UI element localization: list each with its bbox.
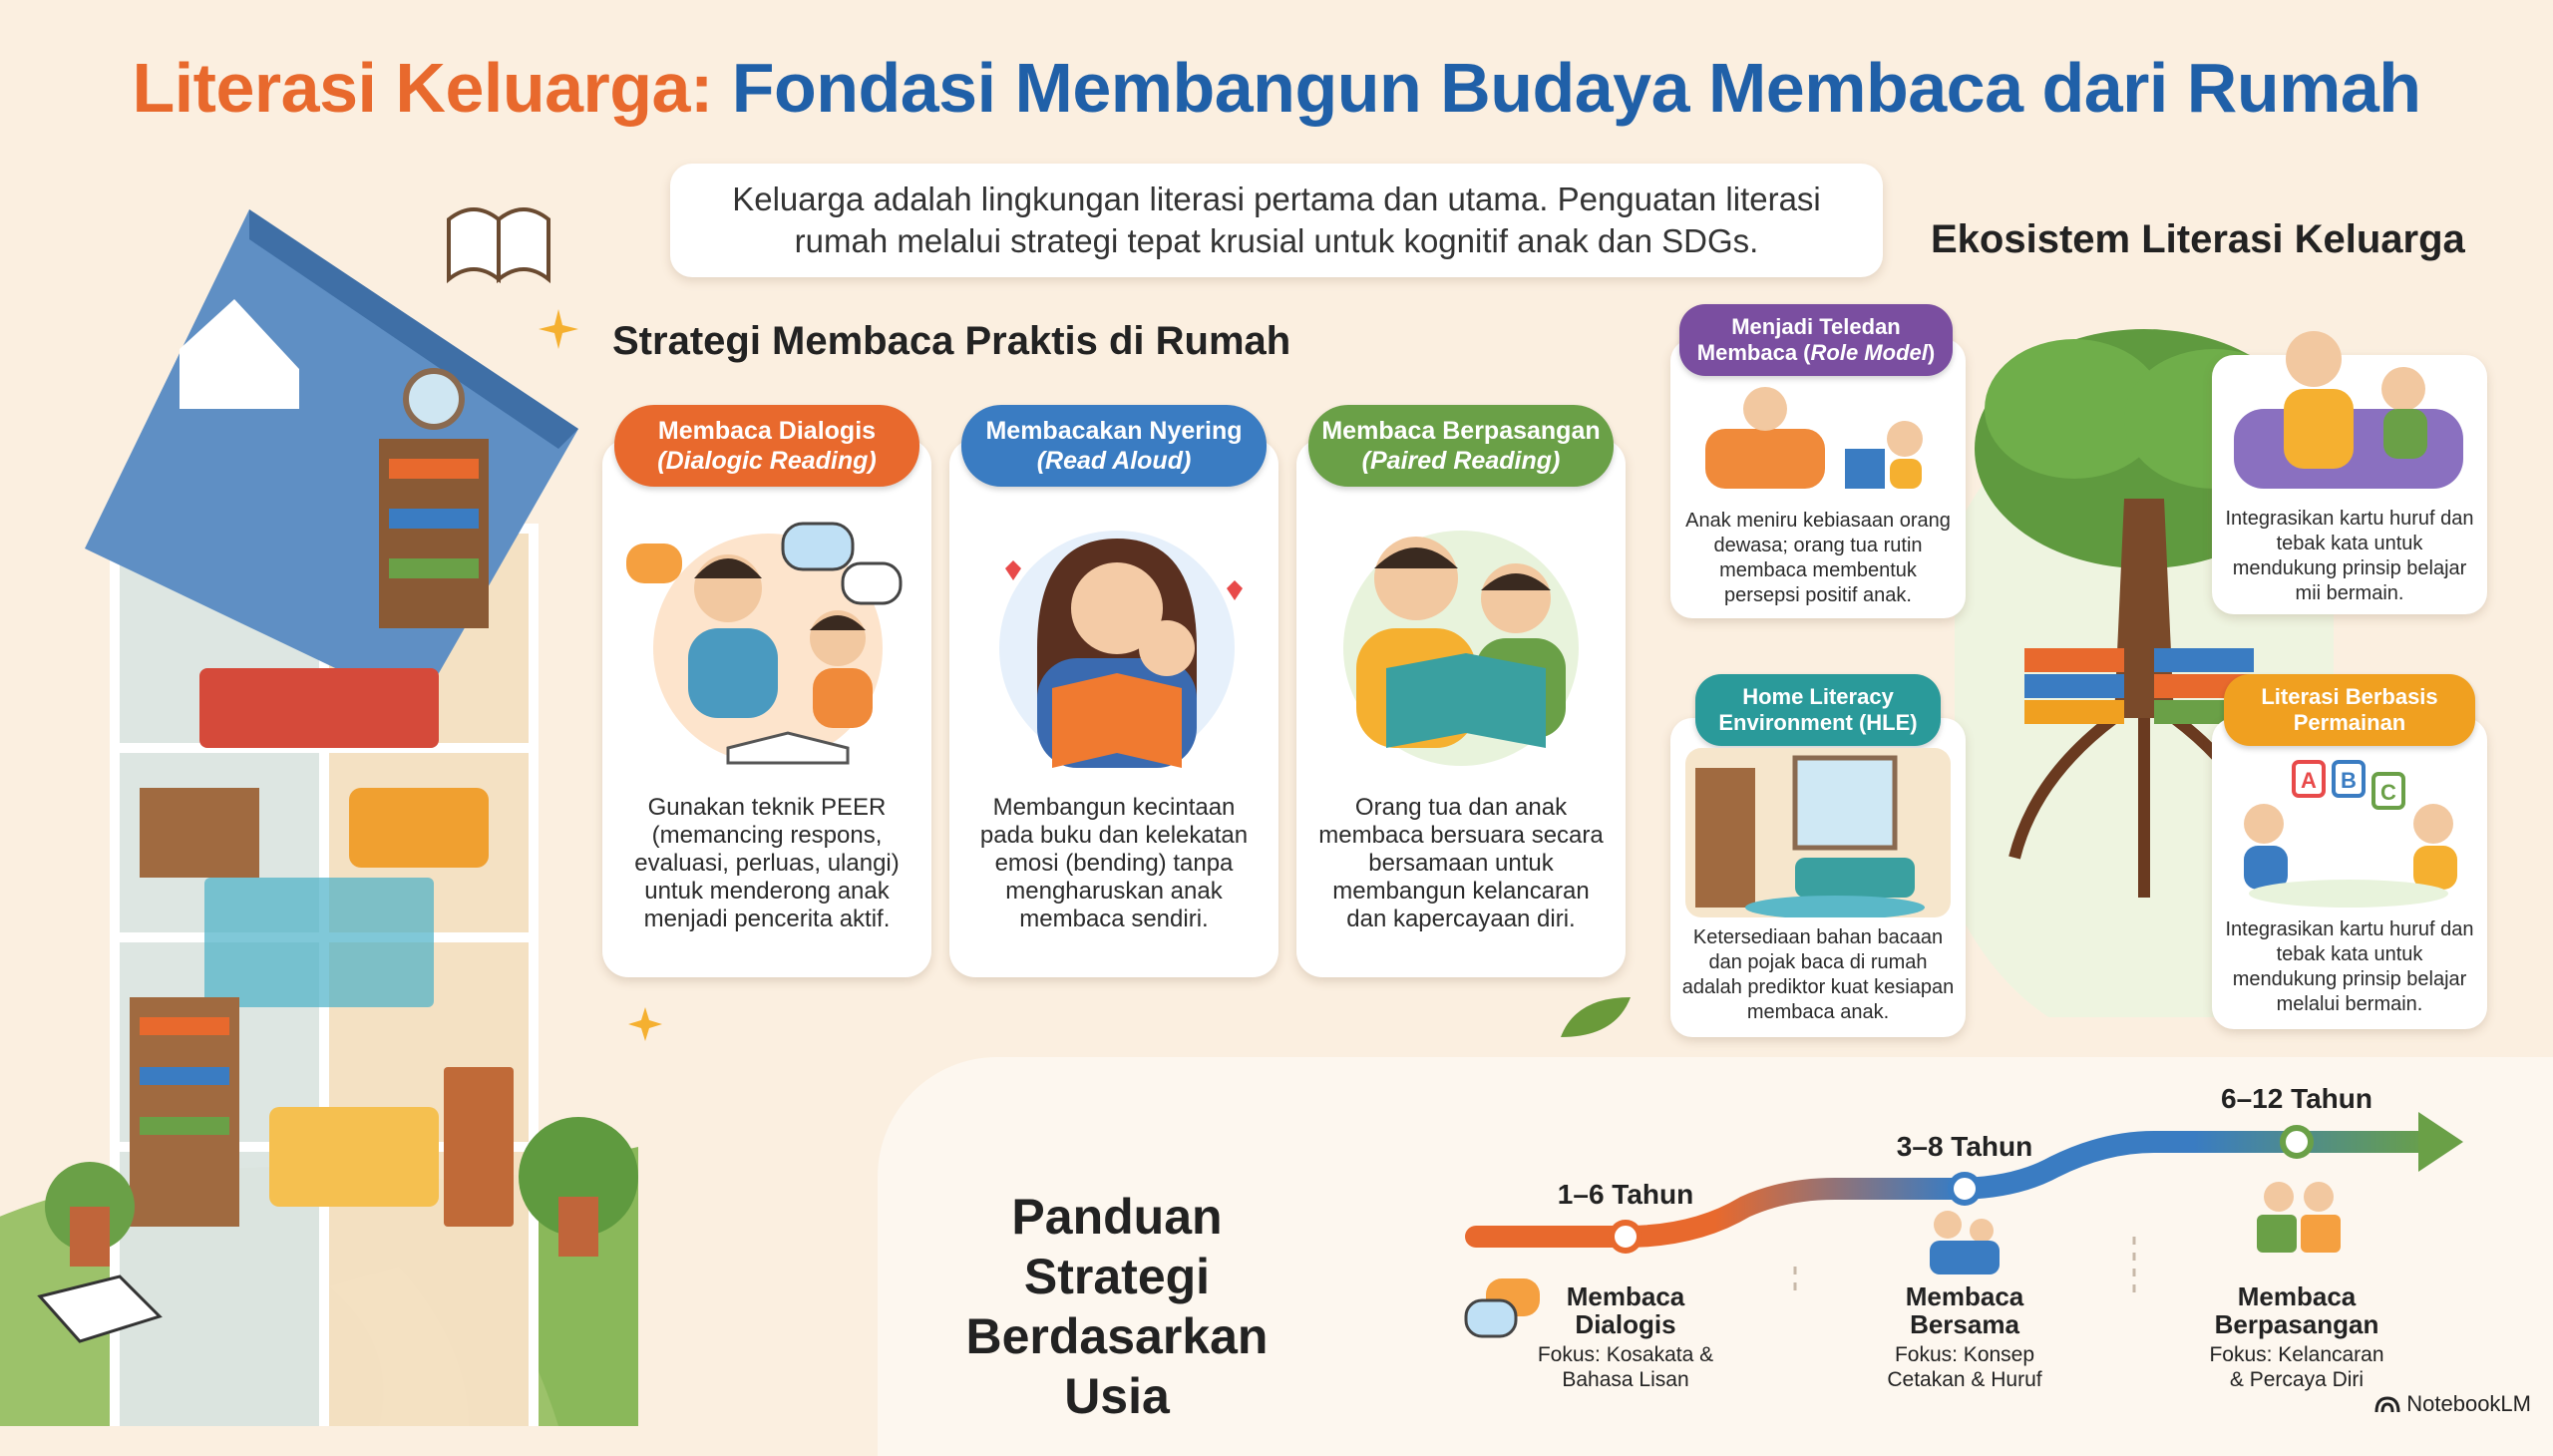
pill-paired-name: Membaca Berpasangan xyxy=(1321,417,1601,445)
stage-3-focus-line2: & Percaya Diri xyxy=(2229,1368,2365,1391)
role-model-illustration xyxy=(1695,379,1945,499)
stage-2-focus xyxy=(1845,1342,2084,1392)
pill-dialogic xyxy=(614,405,919,487)
pill-dialogic-name: Membaca Dialogis xyxy=(657,417,877,445)
stage-2-focus-line1: Fokus: Konsep xyxy=(1894,1343,2035,1366)
pill-read-aloud xyxy=(961,405,1267,487)
age-guide-heading-line1: Panduan Strategi xyxy=(1011,1189,1223,1304)
pill-read-aloud-en: (Read Aloud) xyxy=(1036,447,1192,475)
stage-1-focus-line2: Bahasa Lisan xyxy=(1562,1368,1689,1391)
age-guide-heading xyxy=(947,1187,1286,1426)
intro-line-2: rumah melalui strategi tepat krusial untuk kognitif anak dan SDGs. xyxy=(794,222,1759,259)
stage-2-name-line2: Bersama xyxy=(1910,1309,2019,1339)
pill-game xyxy=(2224,674,2475,746)
stage-1-name-line2: Dialogis xyxy=(1575,1309,1676,1339)
stage-1-focus xyxy=(1506,1342,1745,1392)
top-right-text: Integrasikan kartu huruf dan tebak kata untuk mendukung prinsip belajar mii bermain. xyxy=(2225,508,2474,604)
pill-role-model-line1: Menjadi Teledan xyxy=(1731,314,1901,339)
stage-3-name-line1: Membaca xyxy=(2237,1281,2357,1311)
paired-reading-illustration xyxy=(1316,509,1606,778)
sparkle-icon xyxy=(628,1007,662,1041)
pill-game-line1: Literasi Berbasis xyxy=(2261,684,2438,709)
letter-c: C xyxy=(2380,780,2396,805)
intro-box xyxy=(670,164,1883,277)
title-part-orange: Literasi Keluarga: xyxy=(132,49,713,127)
pill-hle-line2: Environment (HLE) xyxy=(1718,710,1918,735)
stage-3-name xyxy=(2167,1282,2426,1338)
pill-dialogic-en: (Dialogic Reading) xyxy=(657,447,877,475)
dialogic-text: Gunakan teknik PEER (memancing respons, evaluasi, perluas, ulangi) untuk menderong anak menjadi pencerita aktif. xyxy=(634,794,900,932)
game-text: Integrasikan kartu huruf dan tebak kata untuk mendukung prinsip belajar melalui bermain. xyxy=(2225,918,2474,1015)
stage-1-name-line1: Membaca xyxy=(1566,1281,1685,1311)
stage-1-age: 1–6 Tahun xyxy=(1557,1179,1694,1210)
brand-name: NotebookLM xyxy=(2406,1391,2531,1416)
pill-role-model-italic: Role Model xyxy=(1810,340,1928,365)
brand-logo xyxy=(2374,1391,2531,1417)
ecosystem-heading: Ekosistem Literasi Keluarga xyxy=(1931,217,2465,261)
reading-together-icon xyxy=(1920,1207,2009,1276)
stage-3-focus-line1: Fokus: Kelancaran xyxy=(2209,1343,2384,1366)
stage-2-age: 3–8 Tahun xyxy=(1896,1131,2033,1162)
pill-role-model-line2 xyxy=(1679,340,1953,366)
stage-2-name-line1: Membaca xyxy=(1905,1281,2024,1311)
strategies-heading: Strategi Membaca Praktis di Rumah xyxy=(612,319,1291,363)
open-book-icon xyxy=(439,189,558,289)
paired-text: Orang tua dan anak membaca bersuara secara bersamaan untuk membangun kelancaran dan kapercayaan diri. xyxy=(1318,794,1604,932)
role-model-text: Anak meniru kebiasaan orang dewasa; orang tua rutin membaca membentuk persepsi positif anak. xyxy=(1685,510,1951,606)
stage-1-focus-line1: Fokus: Kosakata & xyxy=(1537,1343,1714,1366)
stage-1-name xyxy=(1496,1282,1755,1338)
page-title xyxy=(0,48,2553,128)
pill-role-model-close: ) xyxy=(1927,340,1936,365)
letter-a: A xyxy=(2301,768,2317,793)
intro-line-1: Keluarga adalah lingkungan literasi pertama dan utama. Penguatan literasi xyxy=(732,181,1821,217)
pill-read-aloud-name: Membacakan Nyering xyxy=(985,417,1243,445)
stage-3-name-line2: Berpasangan xyxy=(2214,1309,2379,1339)
pill-game-line2: Permainan xyxy=(2293,710,2406,735)
read-aloud-illustration xyxy=(977,509,1257,778)
leaf-icon xyxy=(1556,992,1636,1042)
age-guide-heading-line2: Berdasarkan Usia xyxy=(965,1308,1269,1424)
hle-text: Ketersediaan bahan bacaan dan pojak baca di rumah adalah prediktor kuat kesiapan membaca anak. xyxy=(1681,926,1955,1023)
sparkle-icon xyxy=(539,309,578,349)
dialogic-reading-illustration xyxy=(618,509,917,778)
stage-2-focus-line2: Cetakan & Huruf xyxy=(1887,1368,2042,1391)
stage-3-age: 6–12 Tahun xyxy=(2221,1083,2372,1114)
stage-2-name xyxy=(1835,1282,2094,1338)
reading-corner-illustration xyxy=(1685,748,1951,917)
pill-paired-en: (Paired Reading) xyxy=(1361,447,1561,475)
title-part-blue: Fondasi Membangun Budaya Membaca dari Rumah xyxy=(731,49,2421,127)
father-child-sofa-illustration xyxy=(2224,309,2473,499)
pill-role-model-part: Membaca ( xyxy=(1696,340,1811,365)
pill-role-model xyxy=(1679,304,1953,376)
pill-paired xyxy=(1308,405,1614,487)
letter-b: B xyxy=(2341,768,2357,793)
pill-hle-line1: Home Literacy xyxy=(1742,684,1894,709)
notebooklm-logo-icon xyxy=(2374,1394,2400,1414)
pill-hle xyxy=(1695,674,1941,746)
letter-game-illustration xyxy=(2224,754,2475,913)
stage-3-focus xyxy=(2177,1342,2416,1392)
paired-reading-icon xyxy=(2249,1177,2349,1257)
read-aloud-text: Membangun kecintaan pada buku dan kelekatan emosi (bending) tanpa mengharuskan anak membaca sendiri. xyxy=(979,794,1249,932)
